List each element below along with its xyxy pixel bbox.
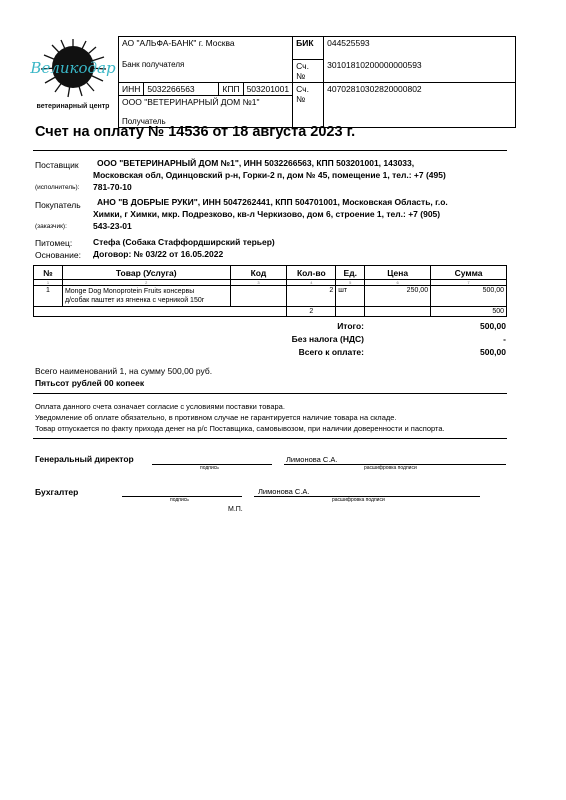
table-header-row [34, 266, 507, 280]
vat-label: Без налога (НДС) [291, 334, 364, 344]
director-decode-caption: расшифровка подписи [364, 465, 417, 471]
col-number: 3 [230, 280, 287, 286]
accountant-label: Бухгалтер [35, 487, 79, 497]
col-header-unit: Ед. [336, 266, 365, 280]
notes-divider [33, 438, 507, 439]
company-logo [28, 37, 118, 113]
summary-divider [33, 393, 507, 394]
bank-recipient-label: Банк получателя [119, 59, 293, 82]
corr-account-label: Сч. № [293, 59, 324, 82]
supplier-sublabel: (исполнитель): [35, 184, 80, 191]
col-header-qty: Кол-во [287, 266, 336, 280]
recipient-label: Получатель [122, 116, 166, 126]
row-item-name-line-2: д/собак паштет из ягненка с черникой 150г [64, 297, 205, 304]
total-to-pay-value: 500,00 [480, 347, 506, 357]
recipient-cell [119, 95, 293, 127]
director-sign-caption: подпись [200, 465, 219, 471]
note-line-3: Товар отпускается по факту прихода денег на р/с Поставщика, самовывозом, при наличии доверенности и паспорта. [35, 424, 445, 433]
row-item-name-line-1: Monge Dog Monoprotein Fruits консервы [64, 288, 195, 295]
buyer-label: Покупатель [35, 200, 81, 210]
amount-in-words: Пятьсот рублей 00 копеек [35, 378, 145, 388]
col-number: 5 [336, 280, 365, 286]
title-divider [33, 150, 507, 151]
stamp-place-label: М.П. [228, 506, 243, 513]
account-value: 40702810302820000802 [324, 82, 516, 127]
bank-name: АО "АЛЬФА-БАНК" г. Москва [122, 38, 235, 48]
logo-caption: ветеринарный центр [36, 103, 110, 110]
bik-label: БИК [293, 37, 324, 60]
director-label: Генеральный директор [35, 454, 134, 464]
corr-account-value: 30101810200000000593 [324, 59, 516, 82]
inn-label: ИНН [119, 82, 144, 95]
summary-line: Всего наименований 1, на сумму 500,00 руб. [35, 366, 213, 376]
basis-label: Основание: [35, 250, 81, 260]
col-number: 6 [365, 280, 431, 286]
pet-label: Питомец: [35, 238, 73, 248]
table-total-row [34, 307, 507, 317]
total-sum: 500 [431, 307, 507, 317]
buyer-line-2: Химки, г Химки, мкр. Подрезково, кв-л Черкизово, дом 6, строение 1, тел.: +7 (905) [93, 209, 441, 219]
items-table [33, 265, 507, 317]
invoice-title: Счет на оплату № 14536 от 18 августа 2023 г. [35, 124, 356, 140]
row-number: 1 [34, 286, 63, 307]
buyer-line-3: 543-23-01 [93, 221, 132, 231]
basis-value: Договор: № 03/22 от 16.05.2022 [93, 249, 224, 259]
supplier-line-3: 781-70-10 [93, 182, 132, 192]
row-sum: 500,00 [431, 286, 507, 307]
col-number: 2 [62, 280, 230, 286]
bank-details-table [118, 36, 516, 128]
kpp-label: КПП [219, 82, 243, 95]
supplier-line-2: Московская обл, Одинцовский р-н, Горки-2 п, дом № 45, помещение 1, тел.: +7 (495) [93, 170, 446, 180]
buyer-sublabel: (заказчик): [35, 223, 67, 230]
total-row-unit-blank [336, 307, 365, 317]
supplier-label: Поставщик [35, 160, 79, 170]
total-row-price-blank [365, 307, 431, 317]
itogo-value: 500,00 [480, 321, 506, 331]
row-unit: шт [336, 286, 365, 307]
inn-value: 5032266563 [144, 82, 219, 95]
accountant-name: Лимонова С.А. [258, 487, 310, 496]
itogo-label: Итого: [337, 321, 364, 331]
accountant-decode-caption: расшифровка подписи [332, 497, 385, 503]
col-header-item: Товар (Услуга) [62, 266, 230, 280]
director-name: Лимонова С.А. [286, 455, 338, 464]
account-label: Сч. № [293, 82, 324, 127]
total-to-pay-label: Всего к оплате: [298, 347, 364, 357]
logo-script-text: Великодар [30, 59, 116, 77]
col-header-code: Код [230, 266, 287, 280]
kpp-value: 503201001 [243, 82, 293, 95]
supplier-line-1: ООО "ВЕТЕРИНАРНЫЙ ДОМ №1", ИНН 5032266563, КПП 503201001, 143033, [97, 158, 415, 168]
total-qty: 2 [287, 307, 336, 317]
note-line-2: Уведомление об оплате обязательно, в противном случае не гарантируется наличие товара на складе. [35, 413, 397, 422]
row-item-name [62, 286, 230, 307]
accountant-sign-caption: подпись [170, 497, 189, 503]
logo-emblem-icon [28, 37, 118, 113]
total-row-blank [34, 307, 287, 317]
buyer-line-1: АНО "В ДОБРЫЕ РУКИ", ИНН 5047262441, КПП 504701001, Московская Область, г.о. [97, 197, 448, 207]
row-qty: 2 [287, 286, 336, 307]
col-number: 4 [287, 280, 336, 286]
bik-value: 044525593 [324, 37, 516, 60]
col-number: 7 [431, 280, 507, 286]
row-code [230, 286, 287, 307]
row-price: 250,00 [365, 286, 431, 307]
col-header-sum: Сумма [431, 266, 507, 280]
col-header-price: Цена [365, 266, 431, 280]
recipient-name: ООО "ВЕТЕРИНАРНЫЙ ДОМ №1" [122, 96, 260, 107]
vat-value: - [503, 334, 506, 344]
note-line-1: Оплата данного счета означает согласие с условиями поставки товара. [35, 402, 285, 411]
bank-name-cell [119, 37, 293, 60]
pet-value: Стефа (Собака Стаффордширский терьер) [93, 237, 275, 247]
col-number: 1 [34, 280, 63, 286]
col-header-number: № [34, 266, 63, 280]
table-row [34, 286, 507, 307]
